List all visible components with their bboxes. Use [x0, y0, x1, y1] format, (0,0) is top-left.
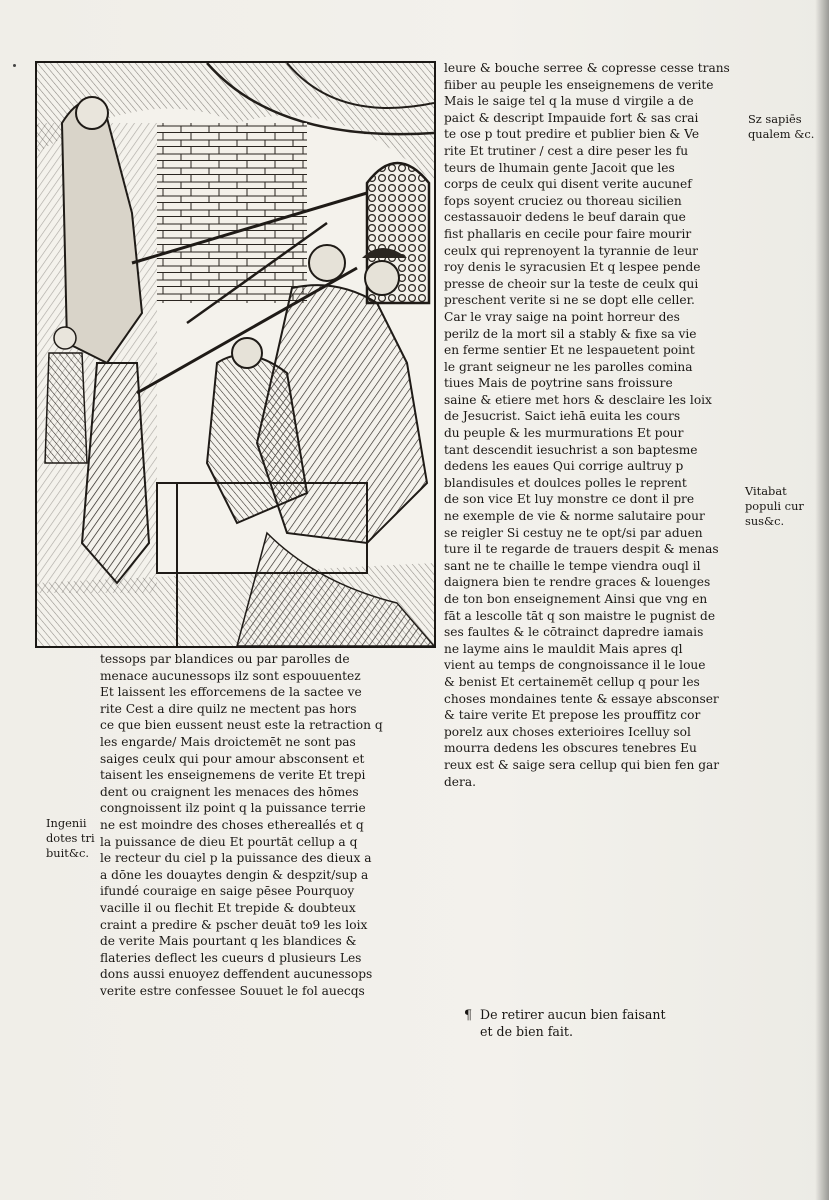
right-column-line: tant descendit iesuchrist a son baptesme — [444, 442, 698, 457]
right-column-line: ne exemple de vie & norme salutaire pour — [444, 509, 705, 524]
left-column-line: craint a predire & pscher deuāt to9 les loix — [100, 917, 368, 932]
left-column-line: ifundé couraige en saige pēsee Pourquoy — [100, 884, 355, 899]
left-column-line: ne est moindre des choses ethereallés et q — [100, 817, 364, 832]
margin-note-b-line: populi cur — [745, 499, 804, 513]
right-column-line: sant ne te chaille le tempe viendra ouql il — [444, 558, 701, 573]
margin-note-sapiens — [748, 112, 814, 142]
right-column-line: ne layme ains le mauldit Mais apres ql — [444, 641, 683, 656]
left-column-line: vacille il ou flechit Et trepide & doubteux — [100, 900, 356, 915]
left-column-line: menace aucunessops ilz sont espouuentez — [100, 668, 361, 683]
left-column-line: les engarde/ Mais droictemēt ne sont pas — [100, 734, 356, 749]
left-column-line: dons aussi enuoyez deffendent aucunessops — [100, 967, 373, 982]
heading-line: De retirer aucun bien faisant — [480, 1007, 666, 1022]
right-column-line: Car le vray saige na point horreur des — [444, 309, 680, 324]
left-column-line: flateries deflect les cueurs d plusieurs Les — [100, 950, 362, 965]
right-column-line: de ton bon enseignement Ainsi que vng en — [444, 592, 708, 606]
chapter-heading — [464, 1006, 666, 1040]
left-column-line: saiges ceulx qui pour amour absconsent et — [100, 751, 365, 766]
right-column-line: se reigler Si cestuy ne te opt/si par aduen — [444, 525, 703, 540]
margin-note-a-line: Sz sapiēs — [748, 112, 802, 126]
right-column-line: corps de ceulx qui disent verite aucunef — [444, 177, 692, 192]
right-column-line: ses faultes & le cōtrainct dapredre iamais — [444, 625, 704, 640]
right-column-line: rite Et trutiner / cest a dire peser les fu — [444, 143, 689, 158]
right-column-line: de son vice Et luy monstre ce dont il pre — [444, 492, 695, 507]
margin-note-a-line: qualem &c. — [748, 127, 815, 141]
margin-note-vitabat — [745, 484, 804, 529]
right-column-line: daignera bien te rendre graces & louenges — [444, 575, 711, 590]
left-column-line: taisent les enseignemens de verite Et trepi — [100, 768, 366, 783]
right-column-line: fops soyent cruciez ou thoreau sicilien — [444, 193, 682, 208]
right-column-line: en ferme sentier Et ne lespauetent point — [444, 343, 695, 358]
margin-note-b-line: Vitabat — [745, 484, 787, 498]
right-column-line: & benist Et certainemēt cellup q pour les — [444, 674, 700, 689]
left-column-line: tessops par blandices ou par parolles de — [100, 652, 350, 666]
right-column-line: dera. — [444, 774, 476, 789]
left-column-line: Et laissent les efforcemens de la sactee ve — [100, 685, 362, 700]
right-column-line: ture il te regarde de trauers despit & menas — [444, 542, 719, 557]
right-column-line: Mais le saige tel q la muse d virgile a de — [444, 94, 694, 109]
woodcut-illustration — [35, 61, 436, 648]
left-text-column — [100, 651, 440, 999]
right-column-line: dedens les eaues Qui corrige aultruy p — [444, 459, 684, 474]
right-column-line: fāt a lescolle tāt q son maistre le pugnist de — [444, 608, 716, 623]
woodcut-illustration-icon — [37, 63, 434, 646]
left-column-line: le recteur du ciel p la puissance des dieux a — [100, 851, 372, 866]
left-column-line: verite estre confessee Souuet le fol auecqs — [100, 983, 365, 998]
right-column-line: cestassauoir dedens le beuf darain que — [444, 210, 686, 225]
right-text-column — [444, 60, 740, 790]
right-column-line: choses mondaines tente & essaye absconser — [444, 691, 719, 706]
right-column-line: le grant seigneur ne les parolles comina — [444, 359, 693, 374]
right-column-line: de Jesucrist. Saict iehā euita les cours — [444, 409, 681, 424]
right-column-line: fiiber au peuple les enseignemens de verite — [444, 77, 714, 92]
margin-note-b-line: sus&c. — [745, 514, 785, 528]
right-column-line: fist phallaris en cecile pour faire mourir — [444, 226, 692, 241]
heading-line: et de bien fait. — [480, 1024, 573, 1039]
right-column-line: perilz de la mort sil a stably & fixe sa vie — [444, 326, 697, 341]
left-column-line: dent ou craignent les menaces des hōmes — [100, 784, 359, 799]
right-column-line: preschent verite si ne se dopt elle celler. — [444, 293, 695, 308]
right-column-line: saine & etiere met hors & desclaire les loix — [444, 392, 712, 407]
margin-note-c-line: Ingenii — [46, 816, 87, 830]
right-column-line: paict & descript Impauide fort & sas crai — [444, 110, 699, 125]
right-column-line: mourra dedens les obscures tenebres Eu — [444, 741, 697, 756]
left-column-line: ce que bien eussent neust este la retraction q — [100, 718, 383, 733]
right-column-line: leure & bouche serree & copresse cesse trans — [444, 61, 730, 75]
right-column-line: presse de cheoir sur la teste de ceulx qui — [444, 276, 699, 291]
right-column-line: porelz aux choses exterioires Icelluy sol — [444, 724, 691, 739]
margin-note-ingenii — [46, 816, 95, 861]
page-edge-shadow — [815, 0, 829, 1200]
right-column-line: vient au temps de congnoissance il le loue — [444, 658, 706, 673]
right-column-line: teurs de lhumain gente Jacoit que les — [444, 160, 675, 175]
right-column-line: ceulx qui reprenoyent la tyrannie de leur — [444, 243, 699, 258]
right-column-line: du peuple & les murmurations Et pour — [444, 426, 684, 441]
right-column-line: & taire verite Et prepose les prouffitz cor — [444, 708, 701, 723]
pilcrow-icon: ¶ — [464, 1007, 473, 1022]
left-column-line: a dōne les douaytes dengin & despzit/sup a — [100, 867, 369, 882]
left-column-line: rite Cest a dire quilz ne mectent pas hors — [100, 701, 357, 716]
left-column-line: la puissance de dieu Et pourtāt cellup a q — [100, 834, 358, 849]
ink-speck — [13, 64, 16, 67]
right-column-line: reux est & saige sera cellup qui bien fen gar — [444, 757, 720, 772]
left-column-line: de verite Mais pourtant q les blandices & — [100, 934, 357, 949]
right-column-line: roy denis le syracusien Et q lespee pende — [444, 260, 701, 275]
right-column-line: blandisules et doulces polles le reprent — [444, 475, 687, 490]
margin-note-c-line: dotes tri — [46, 831, 95, 845]
right-column-line: te ose p tout predire et publier bien & Ve — [444, 127, 700, 142]
right-column-line: tiues Mais de poytrine sans froissure — [444, 376, 673, 391]
left-column-line: congnoissent ilz point q la puissance terrie — [100, 801, 366, 816]
margin-note-c-line: buit&c. — [46, 846, 89, 860]
